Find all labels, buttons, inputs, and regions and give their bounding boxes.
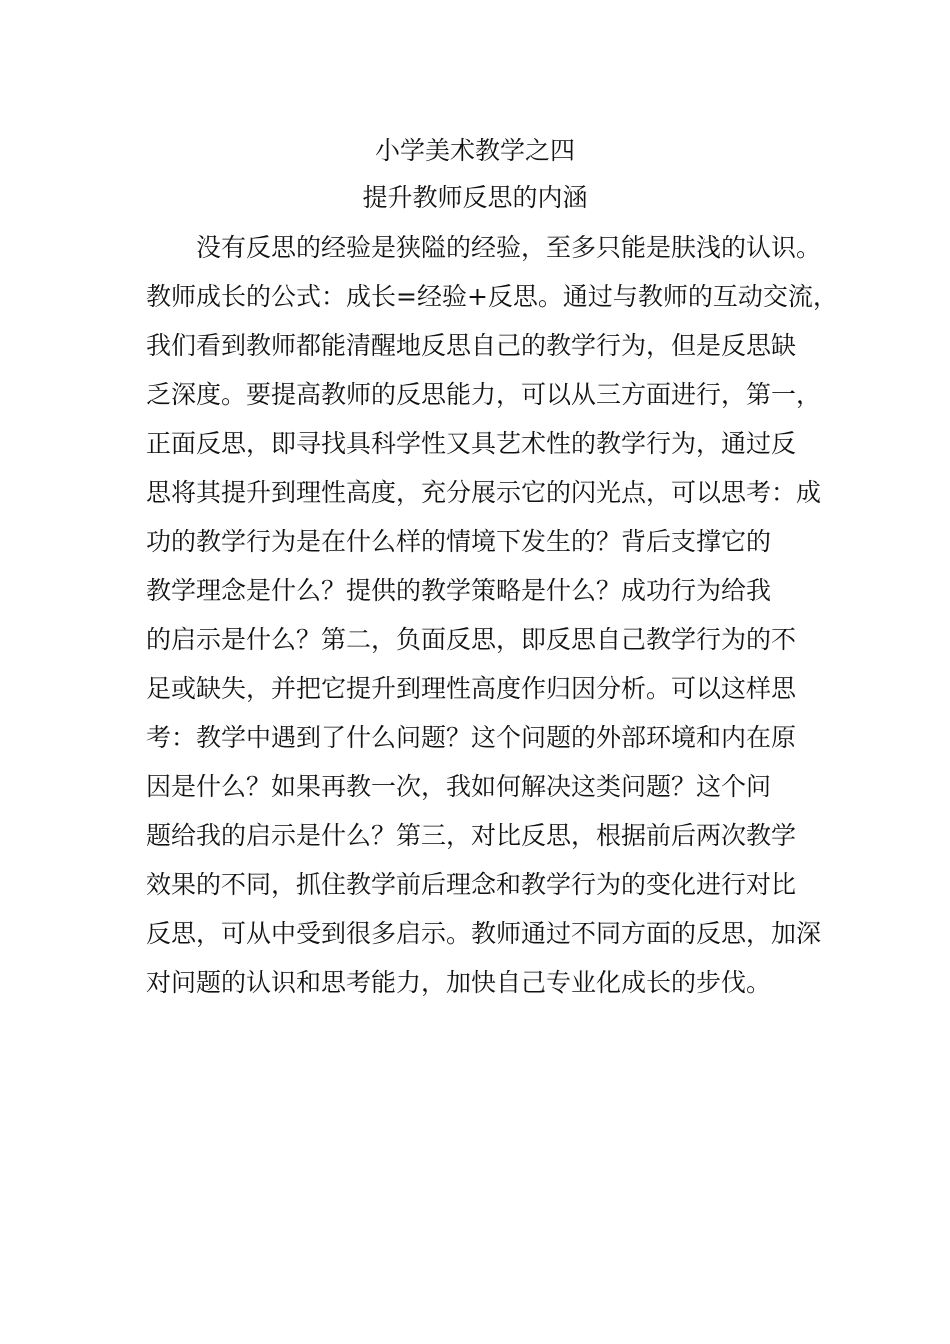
paragraph-line: 对问题的认识和思考能力，加快自己专业化成长的步伐。 <box>146 968 772 997</box>
paragraph-line: 功的教学行为是在什么样的情境下发生的？背后支撑它的 <box>146 527 772 556</box>
paragraph-line: 我们看到教师都能清醒地反思自己的教学行为，但是反思缺 <box>146 331 797 360</box>
document-title: 小学美术教学之四 <box>374 136 575 165</box>
paragraph-line: 考：教学中遇到了什么问题？这个问题的外部环境和内在原 <box>146 723 797 752</box>
paragraph-line: 反思，可从中受到很多启示。教师通过不同方面的反思，加深 <box>146 919 822 948</box>
paragraph-line: 思将其提升到理性高度，充分展示它的闪光点，可以思考：成 <box>146 478 822 507</box>
paragraph-line: 的启示是什么？第二，负面反思，即反思自己教学行为的不 <box>146 625 797 654</box>
paragraph-line: 教师成长的公式：成长=经验+反思。通过与教师的互动交流， <box>146 282 838 311</box>
paragraph-line: 题给我的启示是什么？第三，对比反思，根据前后两次教学 <box>146 821 797 850</box>
paragraph-line: 效果的不同，抓住教学前后理念和教学行为的变化进行对比 <box>146 870 797 899</box>
paragraph-line: 因是什么？如果再教一次，我如何解决这类问题？这个问 <box>146 772 772 801</box>
paragraph-line: 没有反思的经验是狭隘的经验，至多只能是肤浅的认识。 <box>196 233 822 262</box>
paragraph-line: 乏深度。要提高教师的反思能力，可以从三方面进行，第一， <box>146 380 822 409</box>
paragraph-line: 教学理念是什么？提供的教学策略是什么？成功行为给我 <box>146 576 772 605</box>
paragraph-line: 足或缺失，并把它提升到理性高度作归因分析。可以这样思 <box>146 674 797 703</box>
document-subtitle: 提升教师反思的内涵 <box>362 183 588 212</box>
paragraph-line: 正面反思，即寻找具科学性又具艺术性的教学行为，通过反 <box>146 429 797 458</box>
